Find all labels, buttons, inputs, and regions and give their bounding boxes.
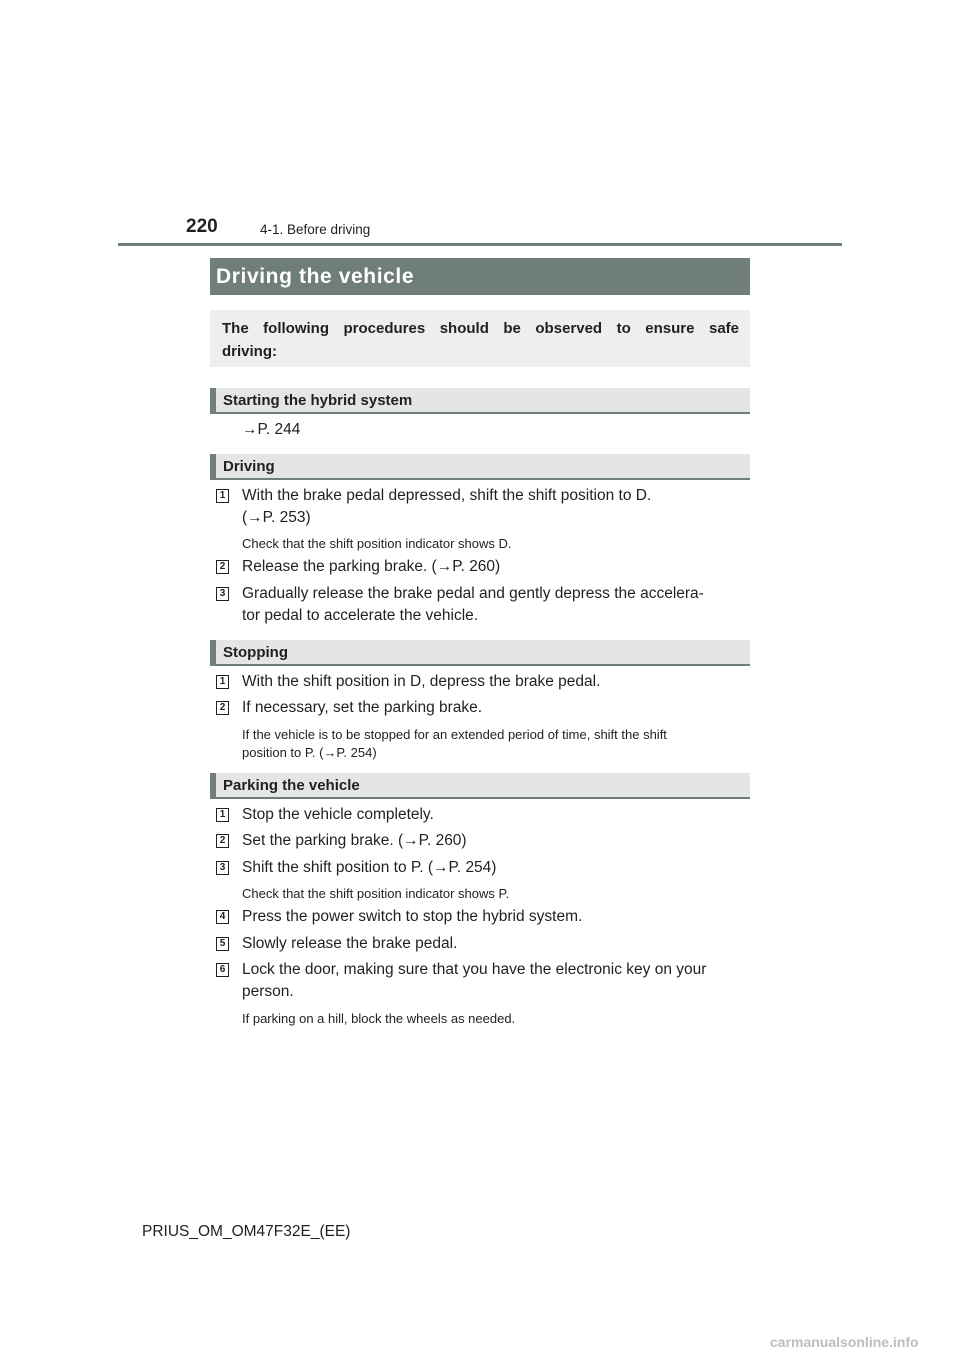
step-number: 1: [216, 808, 229, 822]
step-number: 3: [216, 587, 229, 601]
driving-step-1-line-2: (→P. 253): [242, 509, 311, 526]
starting-page-reference: →P. 244: [242, 421, 301, 438]
section-heading-stopping: Stopping: [210, 640, 750, 666]
stopping-note: [242, 726, 748, 762]
section-heading-driving: Driving: [210, 454, 750, 480]
step-number: 1: [216, 675, 229, 689]
stopping-note-line-2: position to P. (→P. 254): [242, 745, 377, 760]
section-heading-starting: Starting the hybrid system: [210, 388, 750, 414]
step-number: 3: [216, 861, 229, 875]
parking-step-1: Stop the vehicle completely.: [242, 806, 434, 823]
intro-box: The following procedures should be observed to ensure safe driving:: [210, 310, 750, 367]
driving-step-3-line-2: tor pedal to accelerate the vehicle.: [242, 607, 479, 624]
parking-step-6-line-2: person.: [242, 983, 294, 1000]
breadcrumb: 4-1. Before driving: [260, 222, 371, 237]
driving-step-1: [242, 485, 752, 529]
step-number: 2: [216, 834, 229, 848]
parking-step-6: [242, 959, 752, 1003]
parking-step-2: Set the parking brake. (→P. 260): [242, 832, 467, 849]
driving-step-2: Release the parking brake. (→P. 260): [242, 558, 501, 575]
page-number: 220: [186, 216, 218, 237]
step-number: 6: [216, 963, 229, 977]
page-title: Driving the vehicle: [210, 258, 750, 295]
header-divider: [118, 243, 842, 246]
parking-step-4: Press the power switch to stop the hybrid system.: [242, 908, 583, 925]
stopping-step-1: With the shift position in D, depress the brake pedal.: [242, 673, 601, 690]
step-number: 5: [216, 937, 229, 951]
stopping-note-line-1: If the vehicle is to be stopped for an extended period of time, shift the shift: [242, 727, 667, 742]
parking-note-hill: If parking on a hill, block the wheels as needed.: [242, 1011, 516, 1026]
driving-step-3-line-1: Gradually release the brake pedal and gently depress the accelera-: [242, 585, 704, 602]
driving-step-1-line-1: With the brake pedal depressed, shift the shift position to D.: [242, 487, 652, 504]
driving-step-3: [242, 583, 752, 627]
step-number: 2: [216, 701, 229, 715]
section-heading-parking: Parking the vehicle: [210, 773, 750, 799]
step-number: 4: [216, 910, 229, 924]
parking-note-indicator: Check that the shift position indicator shows P.: [242, 886, 510, 901]
driving-note: Check that the shift position indicator shows D.: [242, 536, 512, 551]
document-code: PRIUS_OM_OM47F32E_(EE): [142, 1223, 351, 1240]
parking-step-6-line-1: Lock the door, making sure that you have the electronic key on your: [242, 961, 707, 978]
step-number: 1: [216, 489, 229, 503]
parking-step-5: Slowly release the brake pedal.: [242, 935, 458, 952]
watermark: carmanualsonline.info: [770, 1334, 919, 1350]
stopping-step-2: If necessary, set the parking brake.: [242, 699, 483, 716]
step-number: 2: [216, 560, 229, 574]
parking-step-3: Shift the shift position to P. (→P. 254): [242, 859, 497, 876]
